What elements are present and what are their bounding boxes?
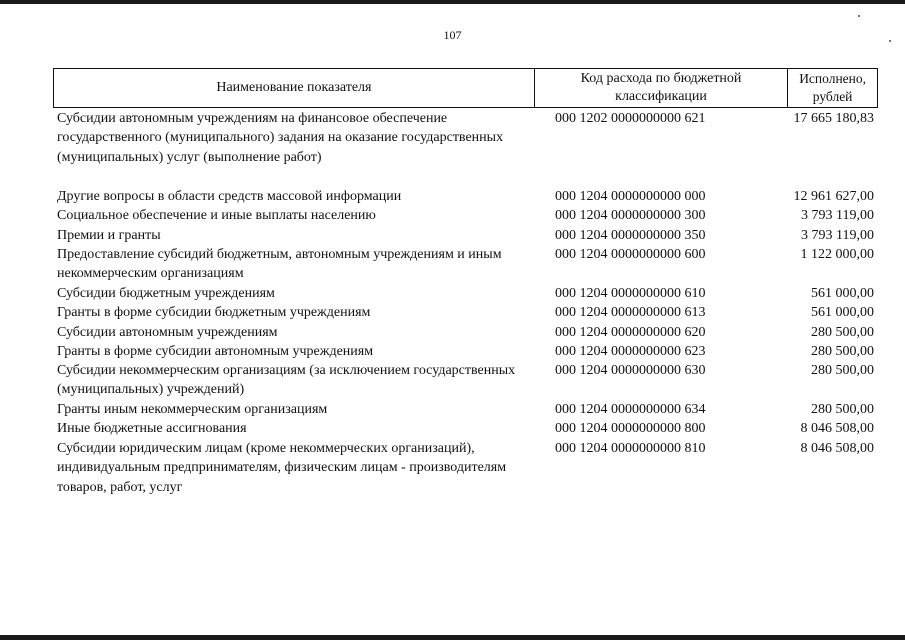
row-amount: 3 793 119,00 [801,208,874,223]
row-amount: 280 500,00 [811,363,874,378]
row-amount: 8 046 508,00 [800,441,874,456]
row-amount: 12 961 627,00 [793,189,874,204]
header-name: Наименование показателя [54,69,535,107]
row-code: 000 1204 0000000000 623 [555,344,706,359]
header-executed: Исполнено, рублей [799,71,867,104]
row-code: 000 1204 0000000000 800 [555,421,706,436]
row-code: 000 1204 0000000000 600 [555,247,706,262]
row-amount: 280 500,00 [811,344,874,359]
row-amount: 561 000,00 [811,286,874,301]
row-name: Субсидии автономным учреждениям на финансовое обеспечение государственного (муниципального) задания на оказание государственных (муниципальных) услуг (выполнение работ) [57,111,504,165]
row-name: Премии и гранты [57,228,161,243]
row-code: 000 1204 0000000000 300 [555,208,706,223]
row-code: 000 1204 0000000000 000 [555,189,706,204]
row-name: Субсидии бюджетным учреждениям [57,286,275,301]
table-header [53,68,878,108]
row-name: Субсидии юридическим лицам (кроме некоммерческих организаций), индивидуальным предпринимателям, физическим лицам - производителям товаров, работ, услуг [57,441,507,495]
row-name: Другие вопросы в области средств массовой информации [57,189,402,204]
row-amount: 1 122 000,00 [800,247,874,262]
row-name: Иные бюджетные ассигнования [57,421,247,436]
row-code: 000 1204 0000000000 630 [555,363,706,378]
scan-edge-bottom [0,635,905,640]
row-name: Гранты в форме субсидии бюджетным учреждениям [57,305,371,320]
page-number: 107 [443,28,462,42]
scan-edge-top [0,0,905,4]
row-name: Социальное обеспечение и иные выплаты населению [57,208,376,223]
row-amount: 561 000,00 [811,305,874,320]
row-name: Субсидии некоммерческим организациям (за исключением государственных (муниципальных) учреждений) [57,363,516,398]
header-code: Код расхода по бюджетной классификации [535,69,788,107]
row-code: 000 1204 0000000000 810 [555,441,706,456]
row-amount: 280 500,00 [811,402,874,417]
row-code: 000 1204 0000000000 613 [555,305,706,320]
row-code: 000 1202 0000000000 621 [555,111,706,126]
row-name: Гранты в форме субсидии автономным учреждениям [57,344,374,359]
row-code: 000 1204 0000000000 634 [555,402,706,417]
row-amount: 280 500,00 [811,325,874,340]
row-amount: 3 793 119,00 [801,228,874,243]
row-name: Предоставление субсидий бюджетным, автономным учреждениям и иным некоммерческим организациям [57,247,502,282]
row-name: Гранты иным некоммерческим организациям [57,402,328,417]
row-code: 000 1204 0000000000 350 [555,228,706,243]
scan-speck [858,15,860,17]
row-name: Субсидии автономным учреждениям [57,325,278,340]
row-amount: 8 046 508,00 [800,421,874,436]
row-amount: 17 665 180,83 [793,111,874,126]
row-code: 000 1204 0000000000 620 [555,325,706,340]
row-code: 000 1204 0000000000 610 [555,286,706,301]
